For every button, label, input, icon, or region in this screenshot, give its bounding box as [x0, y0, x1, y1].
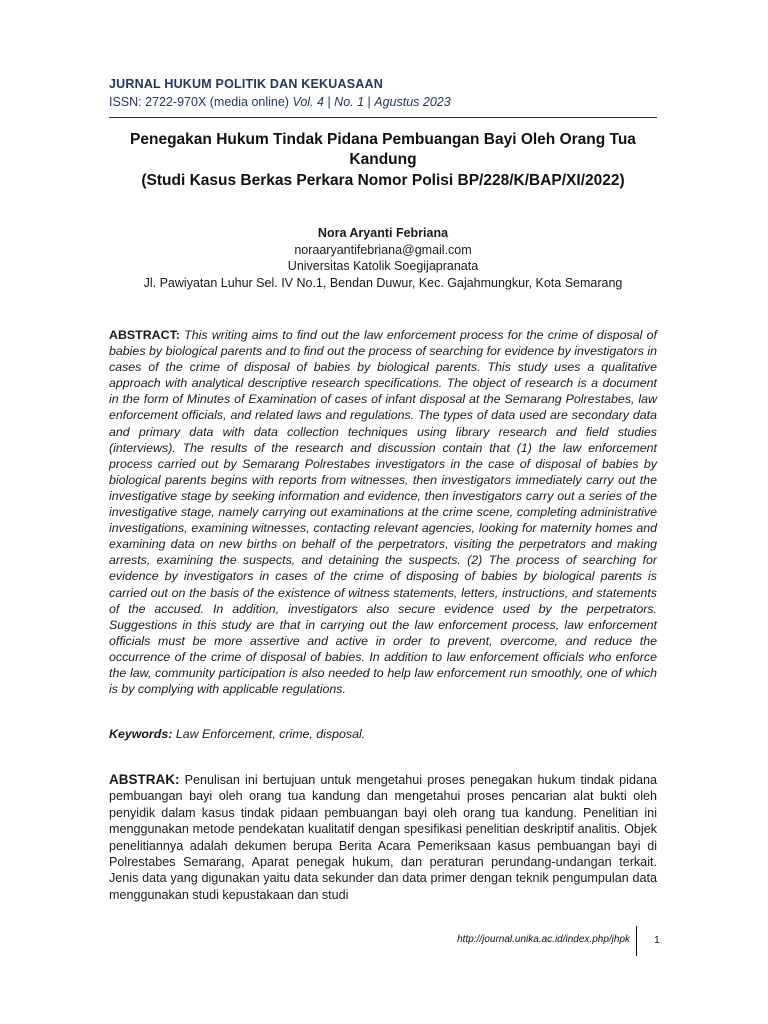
- paper-subtitle: (Studi Kasus Berkas Perkara Nomor Polisi BP/228/K/BAP/XI/2022): [141, 172, 625, 189]
- author-address: Jl. Pawiyatan Luhur Sel. IV No.1, Bendan Duwur, Kec. Gajahmungkur, Kota Semarang: [143, 275, 623, 290]
- keywords-label: Keywords:: [109, 727, 173, 741]
- abstrak-text: Penulisan ini bertujuan untuk mengetahui proses penegakan hukum tindak pidana pembuangan bayi oleh orang tua kandung dan mengetahui proses pencarian alat bukti oleh penyidik dalam kasus tindak pidaan pembuangan bayi oleh orang tua kandung. Penelitian ini menggunakan metode pendekatan kualitatif dengan spesifikasi penelitian deskriptif analitis. Objek penelitiannya adalah dekumen berupa Berita Acara Pemeriksaan kasus pembuangan bayi di Polrestabes Semarang, Aparat penegak hukum, dan peraturan perundang-undangan terkait. Jenis data yang digunakan yaitu data sekunder dan data primer dengan teknik pengumpulan data menggunakan studi kepustakaan dan studi: [109, 773, 657, 902]
- paper-title: Penegakan Hukum Tindak Pidana Pembuangan Bayi Oleh Orang Tua Kandung: [130, 131, 636, 168]
- author-block: [109, 225, 657, 291]
- volume: Vol. 4: [292, 95, 324, 109]
- separator-1: |: [323, 95, 335, 109]
- abstract-text: This writing aims to find out the law enforcement process for the crime of disposal of babies by biological parents and to find out the process of searching for evidence by investigators in cases of the crime of disposal of babies by biological parents. This study uses a qualitative approach with analytical descriptive research specifications. The object of research is a document in the form of Minutes of Examination of cases of infant disposal at the Semarang Polrestabes, law enforcement officials, and related laws and regulations. The types of data used are secondary data and primary data with data collection techniques using library research and field studies (interviews). The results of the research and discussion contain that (1) the law enforcement process carried out by Semarang Polrestabes investigators in the case of disposal of babies by biological parents begins with reports from witnesses, then investigators immediately carry out the investigative stage by seeking information and evidence, then investigators carry out a series of the investigative stage, namely carrying out examinations at the crime scene, completing administrative investigations, examining witnesses, contacting relevant agencies, looking for maternity homes and examining data on new births on behalf of the perpetrators, visiting the perpetrators and making arrests, examining the suspects, and detaining the suspects. (2) The process of searching for evidence by investigators in cases of the crime of disposing of babies by biological parents is carried out on the basis of the existence of witness statements, letters, instructions, and statements of the accused. In addition, investigators also secure evidence used by the perpetrators. Suggestions in this study are that in carrying out the law enforcement process, law enforcement officials must be more assertive and active in order to prevent, overcome, and reduce the occurrence of the crime of disposal of babies. In addition to law enforcement officials who enforce the law, community participation is also needed to help law enforcement run smoothly, one of which is by complying with applicable regulations.: [109, 328, 657, 697]
- page-number: 1: [654, 934, 660, 946]
- title-block: [109, 130, 657, 191]
- issue-date: Agustus 2023: [374, 95, 451, 109]
- abstract-indonesian: [109, 772, 657, 903]
- issue-number: No. 1: [334, 95, 365, 109]
- abstract-english: [109, 327, 657, 697]
- journal-issn-line: [109, 93, 657, 111]
- author-institution: Universitas Katolik Soegijapranata: [287, 259, 479, 273]
- footer-url[interactable]: http://journal.unika.ac.id/index.php/jhpk: [457, 934, 630, 945]
- keywords-text: Law Enforcement, crime, disposal.: [175, 727, 366, 741]
- separator-2: |: [364, 95, 375, 109]
- journal-name: JURNAL HUKUM POLITIK DAN KEKUASAAN: [109, 77, 383, 91]
- issn: ISSN: 2722-970X (media online): [109, 95, 289, 109]
- journal-header: [109, 76, 657, 111]
- header-divider: [109, 117, 657, 118]
- author-name: Nora Aryanti Febriana: [317, 226, 449, 240]
- author-email: noraaryantifebriana@gmail.com: [294, 242, 472, 257]
- abstrak-label: ABSTRAK:: [109, 772, 180, 787]
- abstract-label: ABSTRACT:: [109, 328, 180, 342]
- keywords: [109, 726, 657, 742]
- footer-divider: [636, 926, 637, 956]
